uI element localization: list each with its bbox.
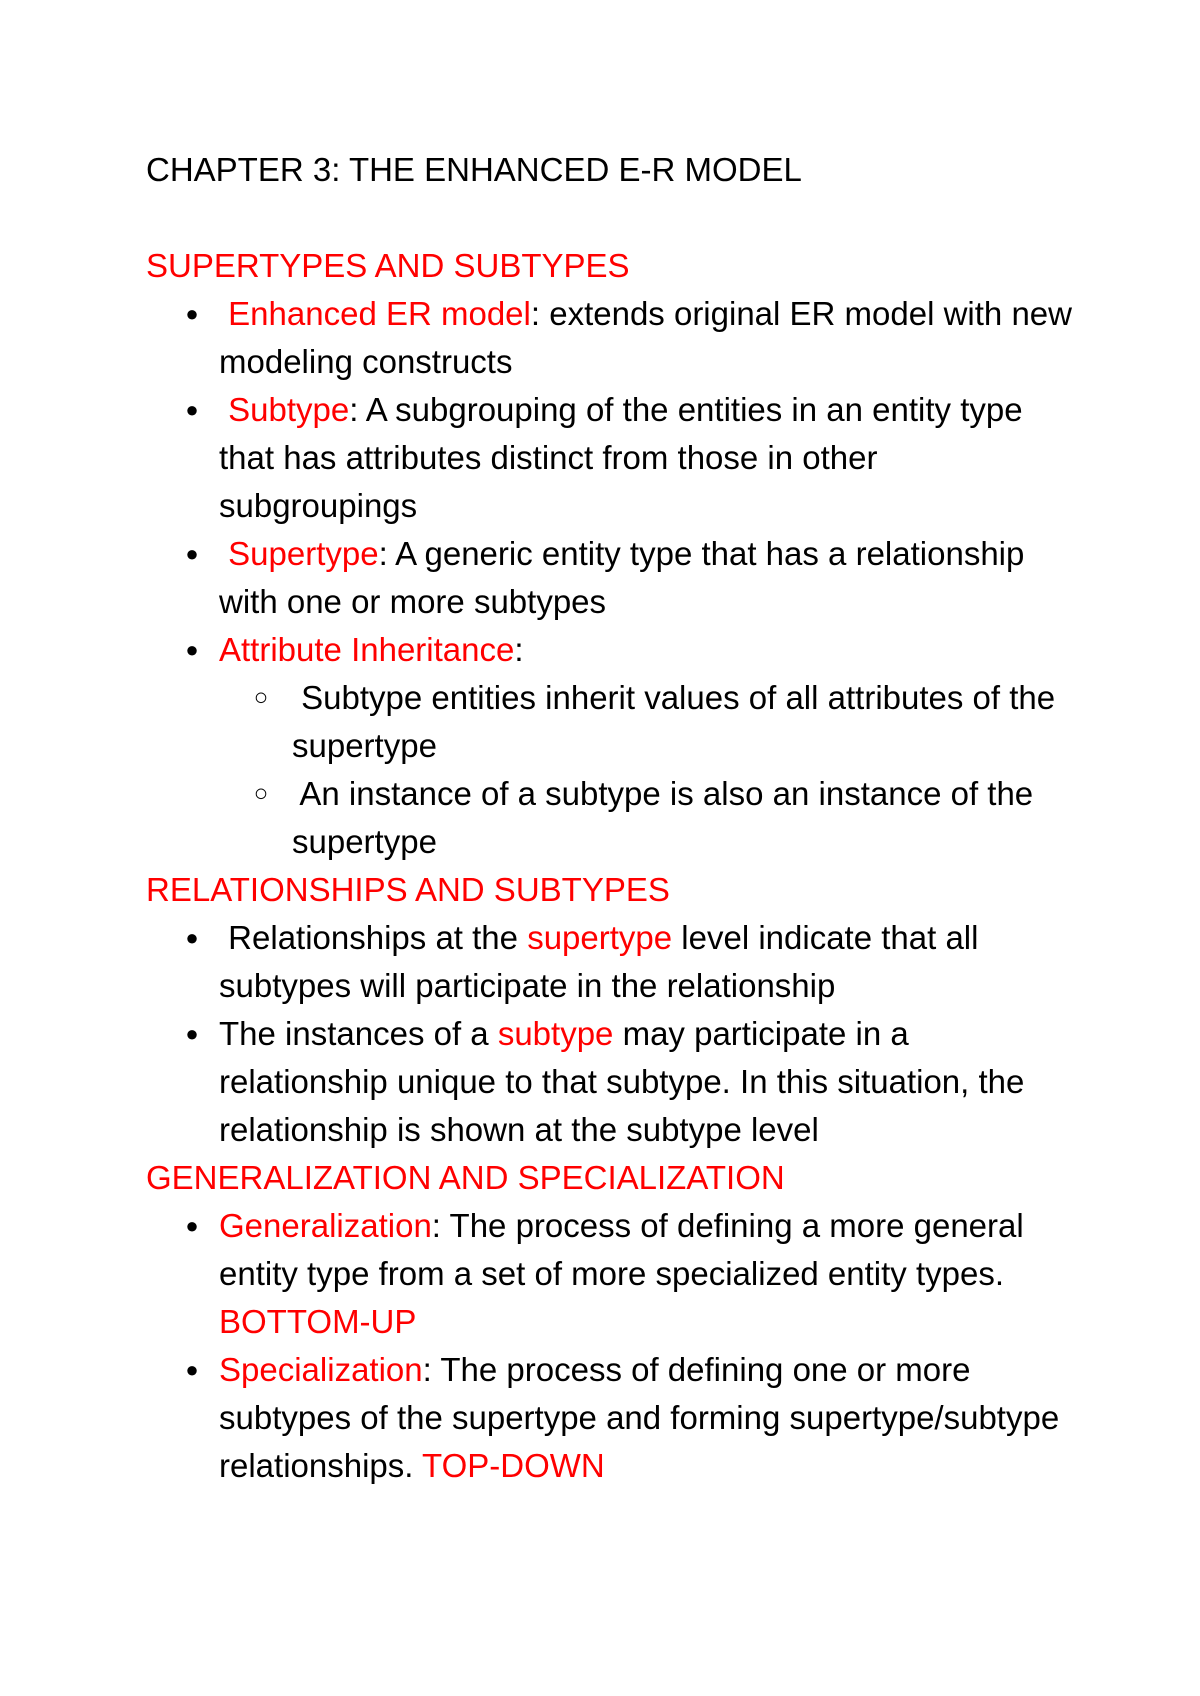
section-heading-supertypes-subtypes: SUPERTYPES AND SUBTYPES — [146, 247, 630, 284]
definition-text: A generic entity type that has a relationship with one or more subtypes — [219, 535, 1025, 620]
term-label: Generalization — [219, 1207, 432, 1244]
section-heading-generalization-specialization: GENERALIZATION AND SPECIALIZATION — [146, 1159, 785, 1196]
item-text-after: may participate in a relationship unique to that subtype. In this situation, the relationship is shown at the subtype level — [219, 1015, 1025, 1148]
bullet-list — [146, 914, 1076, 1154]
definition-text: The process of defining one or more subtypes of the supertype and forming supertype/subtype relationships. — [219, 1351, 1060, 1484]
sub-list-item — [219, 674, 1076, 770]
section-heading-relationships-subtypes: RELATIONSHIPS AND SUBTYPES — [146, 871, 670, 908]
definition-text: A subgrouping of the entities in an entity type that has attributes distinct from those in other subgroupings — [219, 391, 1023, 524]
term-separator: : — [514, 631, 524, 668]
term-label: supertype — [527, 919, 673, 956]
term-label: Attribute Inheritance — [219, 631, 515, 668]
list-item — [146, 530, 1076, 626]
term-separator: : — [431, 1207, 441, 1244]
chapter-title: CHAPTER 3: THE ENHANCED E-R MODEL — [146, 151, 802, 188]
term-separator: : — [422, 1351, 432, 1388]
bullet-icon: ● — [185, 301, 199, 326]
term-separator: : — [530, 295, 541, 332]
list-item — [146, 290, 1076, 386]
term-separator: : — [378, 535, 388, 572]
hollow-bullet-icon: ○ — [253, 780, 269, 807]
bullet-icon: ● — [185, 541, 199, 566]
list-item — [146, 1202, 1076, 1346]
term-label: Supertype — [228, 535, 379, 572]
bullet-list — [146, 290, 1076, 866]
list-item — [146, 386, 1076, 530]
term-separator: : — [349, 391, 359, 428]
bullet-list — [146, 1202, 1076, 1490]
bullet-icon: ● — [185, 1021, 199, 1046]
definition-text: The process of defining a more general entity type from a set of more specialized entity types. — [219, 1207, 1024, 1292]
list-item — [146, 914, 1076, 1010]
list-item — [146, 1010, 1076, 1154]
definition-text: extends original ER model with new modeling constructs — [219, 295, 1072, 380]
hollow-bullet-icon: ○ — [253, 684, 269, 711]
item-text-before: Relationships at the — [228, 919, 528, 956]
item-text-after: level indicate that all subtypes will participate in the relationship — [219, 919, 979, 1004]
sub-list-item — [219, 770, 1076, 866]
list-item — [146, 1346, 1076, 1490]
document-body — [146, 146, 1076, 1490]
term-label: subtype — [497, 1015, 614, 1052]
term-label: Subtype — [228, 391, 350, 428]
sub-item-text: An instance of a subtype is also an instance of the supertype — [292, 775, 1034, 860]
sub-item-text: Subtype entities inherit values of all attributes of the supertype — [292, 679, 1056, 764]
list-item — [146, 626, 1076, 866]
bullet-icon: ● — [185, 397, 199, 422]
bullet-icon: ● — [185, 1357, 199, 1382]
direction-tag: TOP-DOWN — [422, 1447, 605, 1484]
direction-tag: BOTTOM-UP — [219, 1303, 417, 1340]
bullet-icon: ● — [185, 925, 199, 950]
term-label: Enhanced ER model — [228, 295, 531, 332]
item-text-before: The instances of a — [219, 1015, 498, 1052]
bullet-icon: ● — [185, 1213, 199, 1238]
sub-bullet-list — [219, 674, 1076, 866]
term-label: Specialization — [219, 1351, 423, 1388]
bullet-icon: ● — [185, 637, 199, 662]
